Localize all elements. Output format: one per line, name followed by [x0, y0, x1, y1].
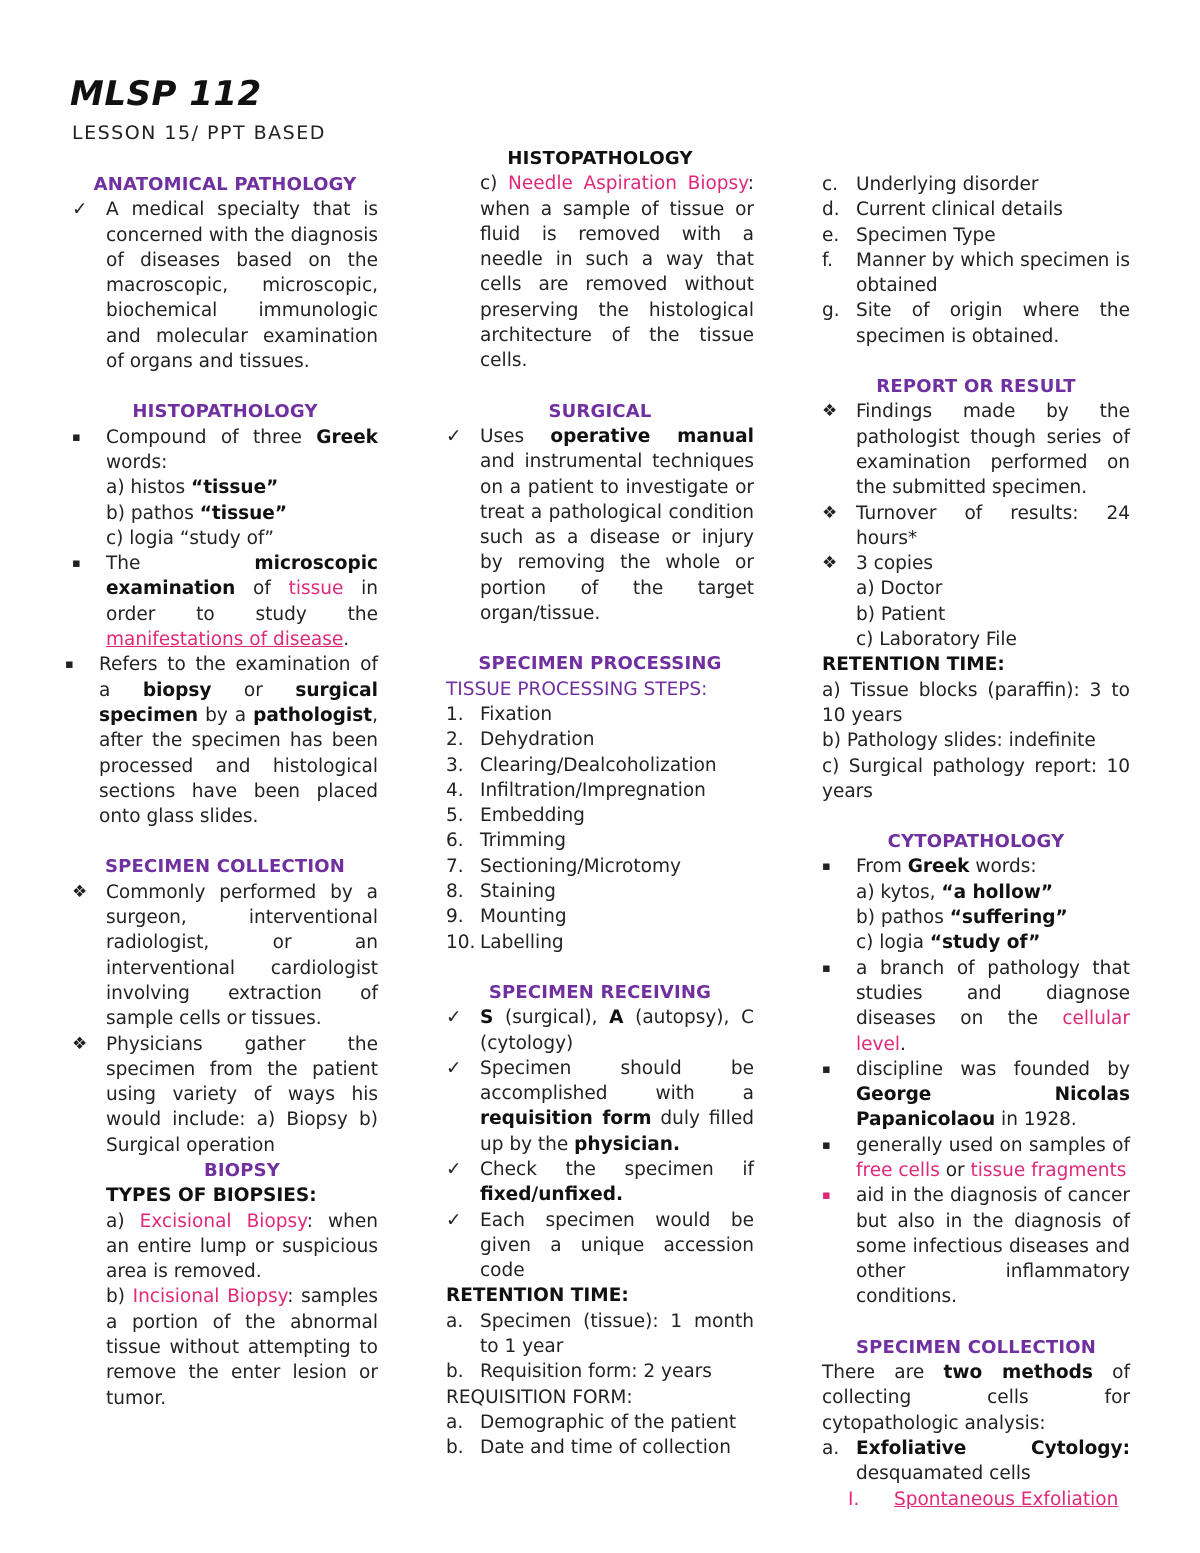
list-item: 6. Trimming [446, 830, 566, 852]
list-item: ❖ 3 copies a) Doctor b) Patient c) Laboratory File [822, 553, 1017, 651]
column-3: c. Underlying disorder d. Current clinical details e. Specimen Type f. Manner by which specimen is obtained g. Site of origin where the specimen is obtained. REPORT OR RESULT ❖ Findings made by the pathologist though series of examination performed on the submitted specimen. ❖ Turnover of results: 24 hours* ❖ 3 copies a) Doctor b) Patient c) Laboratory File RETENTION TIME: a) Tissue blocks (paraffin): 3 to 10 years b) Pathology slides: indefinite c) Surgical pathology report: 10 years CYTOPATHOLOGY ▪ From Greek words: a) kytos, “a hollow” b) pathos “suffering” c) logia “study of” ▪ a branch of pathology that studies and diagnose diseases on the cellular level. ▪ discipline was founded by George Nicolas Papanicolaou in 1928. ▪ generally used on samples of free cells or tissue fragments ▪ aid in the diagnosis of cancer but also in the diagnosis of some infectious diseases and other inflammatory conditions. SPECIMEN COLLECTION There are two methods of collecting cells for cytopathologic analysis: a. Exfoliative Cytology: desquamated cells I. Spontaneous Exfoliation [822, 172, 1130, 1512]
check-icon: ✓ [446, 1057, 462, 1079]
list-item: 9. Mounting [446, 906, 567, 928]
list-item: e. Specimen Type [822, 224, 996, 246]
requisition-list [822, 172, 1130, 349]
list-item: f. Manner by which specimen is obtained [822, 249, 1130, 297]
histopathology-heading: HISTOPATHOLOGY [132, 401, 318, 423]
biopsy-types: TYPES OF BIOPSIES: a) Excisional Biopsy: when an entire lump or suspicious area is removed. b) Incisional Biopsy: samples a portion of the abnormal tissue without attempting to remove the enter lesion or tumor. [106, 1185, 379, 1409]
list-item: ✓ Check the specimen if fixed/unfixed. [446, 1158, 754, 1206]
retention-label: RETENTION TIME: [822, 654, 1005, 676]
square-bullet-icon: ▪ [65, 657, 74, 673]
list-item: ▪ Compound of three Greek words: a) histos “tissue” b) pathos “tissue” c) logia “study of” [72, 426, 378, 549]
list-item: ❖ Findings made by the pathologist though series of examination performed on the submitted specimen. [822, 401, 1130, 499]
surgical-heading: SURGICAL [548, 400, 652, 422]
page-title: MLSP 112 [70, 74, 262, 114]
histopathology-heading-2: HISTOPATHOLOGY [507, 148, 693, 169]
list-item: 4. Infiltration/Impregnation [446, 779, 706, 801]
list-item: I. Spontaneous Exfoliation [848, 1488, 1119, 1510]
list-item: d. Current clinical details [822, 199, 1063, 221]
list-item: 3. Clearing/Dealcoholization [446, 754, 717, 776]
list-item: ▪ generally used on samples of free cells or tissue fragments [822, 1134, 1130, 1181]
list-item: ✓ A medical specialty that is concerned with the diagnosis of diseases based on the macroscopic, microscopic, biochemical immunologic and molecular examination of organs and tissues. [72, 199, 378, 373]
steps-list [446, 702, 754, 955]
square-bullet-icon: ▪ [822, 960, 831, 976]
page-subtitle: LESSON 15/ PPT BASED [72, 122, 326, 144]
column-2 [446, 146, 754, 1461]
list-item: c. Underlying disorder [822, 174, 1039, 195]
list-item: ▪ a branch of pathology that studies and diagnose diseases on the cellular level. [822, 957, 1130, 1055]
list-item: 8. Staining [446, 881, 556, 903]
needle-biopsy-text: c) Needle Aspiration Biopsy: when a sample of tissue or fluid is removed with a needle in such a way that cells are removed without preserving the histological architecture of the tissue cells. [480, 173, 754, 372]
list-item: ✓ S (surgical), A (autopsy), C (cytology) [446, 1007, 754, 1054]
list-item: ✓ Uses operative manual and instrumental techniques on a patient to investigate or treat a pathological condition such as a disease or injury by removing the whole or portion of the target organ/tissue. [446, 425, 754, 625]
cytopathology-heading: CYTOPATHOLOGY [887, 831, 1065, 853]
biopsy-heading: BIOPSY [203, 1159, 281, 1181]
square-bullet-icon: ▪ [72, 429, 81, 445]
check-icon: ✓ [446, 1158, 462, 1180]
list-item: 2. Dehydration [446, 729, 595, 751]
steps-label: TISSUE PROCESSING STEPS: [446, 678, 708, 700]
list-item: b. Requisition form: 2 years [446, 1361, 712, 1383]
list-item: ✓ Each specimen would be given a unique accession code [446, 1209, 754, 1282]
list-item: 10. Labelling [446, 931, 564, 953]
diamond-bullet-icon: ❖ [72, 881, 88, 902]
list-item: ❖ Commonly performed by a surgeon, interventional radiologist, or an interventional cardiologist involving extraction of sample cells or tissues. [72, 881, 378, 1030]
list-item: a. Specimen (tissue): 1 month to 1 year [446, 1310, 754, 1358]
list-item: b. Date and time of collection [446, 1437, 731, 1459]
diamond-bullet-icon: ❖ [72, 1033, 88, 1054]
list-item: a. Demographic of the patient [446, 1411, 737, 1433]
check-icon: ✓ [446, 1209, 462, 1231]
manifestations-link[interactable]: manifestations of disease [106, 629, 344, 651]
list-item: ▪ discipline was founded by George Nicolas Papanicolaou in 1928. [822, 1058, 1130, 1131]
anatomical-pathology-heading: ANATOMICAL PATHOLOGY [93, 174, 357, 195]
check-icon: ✓ [446, 425, 462, 447]
column-1 [65, 172, 379, 1411]
retention-label: RETENTION TIME: [446, 1285, 629, 1307]
list-item: ▪ The microscopic examination of tissue in order to study the manifestations of disease. [72, 553, 379, 651]
list-item: ❖ Physicians gather the specimen from the patient using variety of ways his would include: a) Biopsy b) Surgical operation [72, 1033, 378, 1156]
diamond-bullet-icon: ❖ [822, 502, 838, 523]
list-item: 1. Fixation [446, 703, 553, 725]
list-item: ▪ From Greek words: a) kytos, “a hollow” b) pathos “suffering” c) logia “study of” [822, 856, 1068, 954]
collection-paragraph: There are two methods of collecting cells for cytopathologic analysis: [822, 1362, 1131, 1434]
list-item: 5. Embedding [446, 805, 585, 827]
list-item: 7. Sectioning/Microtomy [446, 855, 681, 877]
check-icon: ✓ [72, 199, 88, 221]
list-item: a. Exfoliative Cytology: desquamated cells [822, 1437, 1130, 1485]
diamond-bullet-icon: ❖ [822, 553, 838, 574]
square-bullet-icon: ▪ [822, 1188, 831, 1204]
list-item: ✓ Specimen should be accomplished with a requisition form duly filled up by the physician. [446, 1057, 754, 1155]
diamond-bullet-icon: ❖ [822, 401, 838, 422]
check-icon: ✓ [446, 1007, 462, 1029]
requisition-label: REQUISITION FORM: [446, 1386, 633, 1408]
square-bullet-icon: ▪ [822, 1061, 831, 1077]
list-item: g. Site of origin where the specimen is obtained. [822, 300, 1130, 347]
square-bullet-icon: ▪ [822, 1137, 831, 1153]
specimen-processing-heading: SPECIMEN PROCESSING [478, 653, 722, 675]
report-heading: REPORT OR RESULT [876, 376, 1076, 398]
specimen-collection-heading-2: SPECIMEN COLLECTION [856, 1336, 1096, 1358]
list-item: ▪ aid in the diagnosis of cancer but also in the diagnosis of some infectious diseases and other inflammatory conditions. [822, 1185, 1130, 1308]
types-label: TYPES OF BIOPSIES: [106, 1185, 317, 1207]
specimen-receiving-heading: SPECIMEN RECEIVING [488, 981, 712, 1003]
specimen-collection-heading: SPECIMEN COLLECTION [105, 856, 345, 878]
list-item: ❖ Turnover of results: 24 hours* [822, 502, 1130, 549]
square-bullet-icon: ▪ [822, 859, 831, 875]
square-bullet-icon: ▪ [72, 556, 81, 572]
list-item: ▪ Refers to the examination of a biopsy or surgical specimen by a pathologist, after the specimen has been processed and histological sections have been placed onto glass slides. [65, 654, 379, 828]
